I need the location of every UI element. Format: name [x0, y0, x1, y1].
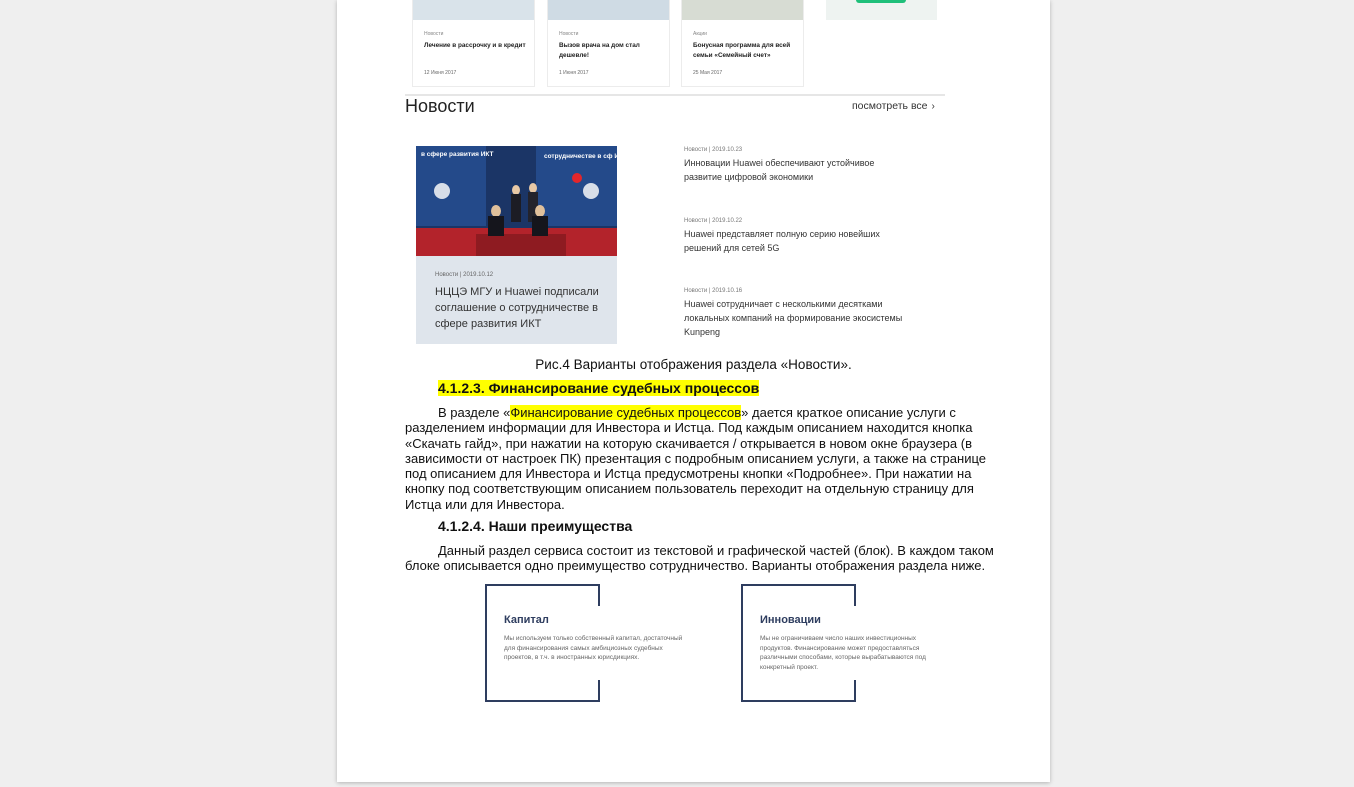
- news-item-headline[interactable]: Инновации Huawei обеспечивают устойчивое развитие цифровой экономики: [684, 158, 875, 182]
- promo-card-image: [413, 0, 534, 20]
- section-paragraph-advantages: [405, 543, 1009, 574]
- news-item-meta: Новости | 2019.10.16: [684, 288, 743, 294]
- news-list-item[interactable]: [684, 146, 924, 184]
- news-featured-card[interactable]: [416, 146, 628, 344]
- news-item-meta: Новости | 2019.10.22: [684, 218, 743, 224]
- featured-banner-text: сотрудничестве в сф ИКТ: [544, 153, 628, 160]
- section-heading-advantages: 4.1.2.4. Наши преимущества: [438, 518, 633, 534]
- news-featured-meta: Новости | 2019.10.12: [435, 272, 494, 278]
- advantage-title: Инновации: [760, 614, 821, 626]
- promo-card-image: [682, 0, 803, 20]
- news-list-item[interactable]: [684, 217, 924, 255]
- promo-card-tag: Акции: [693, 31, 707, 37]
- news-list-item[interactable]: [684, 287, 924, 339]
- news-view-all-link[interactable]: [852, 100, 935, 112]
- advantage-block: [741, 584, 1141, 702]
- advantage-text: Мы не ограничиваем число наших инвестиционных продуктов. Финансирование может предоставляться различными способами, которые вырабатываются под конкретный проект.: [760, 635, 926, 671]
- frame-left: [741, 584, 743, 702]
- news-section-title: Новости: [405, 96, 475, 116]
- news-view-all-label: посмотреть все: [852, 100, 928, 112]
- frame-bottom: [741, 700, 856, 702]
- promo-card-tag: Новости: [559, 31, 579, 37]
- promo-card-date: 25 Мая 2017: [693, 70, 723, 76]
- frame-right-top: [598, 584, 600, 606]
- promo-cta-button[interactable]: [856, 0, 906, 3]
- frame-bottom: [485, 700, 600, 702]
- promo-card[interactable]: [412, 0, 535, 87]
- promo-card-date: 1 Июня 2017: [559, 70, 589, 76]
- promo-card-tag: Новости: [424, 31, 444, 37]
- paragraph-text: В разделе «: [438, 405, 511, 420]
- figure-caption: Рис.4 Варианты отображения раздела «Новости».: [535, 357, 852, 372]
- news-item-headline[interactable]: Huawei сотрудничает с несколькими десятками локальных компаний на формирование экосистемы Kunpeng: [684, 299, 903, 337]
- document-page: [337, 0, 1050, 782]
- news-divider: [405, 94, 945, 96]
- advantage-text: Мы используем только собственный капитал, достаточный для финансирования самых амбициозных судебных проектов, в т.ч. в иностранных юрисдикциях.: [504, 635, 683, 661]
- promo-card-image: [548, 0, 669, 20]
- news-featured-photo: [416, 146, 628, 256]
- promo-card-date: 12 Июня 2017: [424, 70, 457, 76]
- advantage-title: Капитал: [504, 614, 549, 626]
- news-item-meta: Новости | 2019.10.23: [684, 147, 743, 153]
- frame-left: [485, 584, 487, 702]
- frame-top: [485, 584, 600, 586]
- frame-right-top: [854, 584, 856, 606]
- featured-banner-text: в сфере развития ИКТ: [421, 151, 494, 158]
- promo-card-title[interactable]: Вызов врача на дом стал дешевле!: [559, 42, 640, 59]
- heading-highlight: 4.1.2.3. Финансирование судебных процессов: [438, 380, 760, 396]
- frame-right-bottom: [854, 680, 856, 702]
- promo-card-title[interactable]: Лечение в рассрочку и в кредит: [424, 42, 526, 49]
- paragraph-highlight: Финансирование судебных процессов: [510, 405, 742, 420]
- section-paragraph-financing: [405, 405, 1009, 512]
- news-item-headline[interactable]: Huawei представляет полную серию новейших решений для сетей 5G: [684, 229, 880, 253]
- frame-right-bottom: [598, 680, 600, 702]
- paragraph-text: » дается краткое описание услуги с разделением информации для Инвестора и Истца. Под каждым описанием находится кнопка «Скачать гайд», при нажатии на которую скачивается / открывается в новом окне браузера (в зависимости от настроек ПК) презентация с подробным описанием услуги, а также на странице под описанием для Инвестора и Истца предусмотрены кнопки «Подробнее». При нажатии на кнопку под соответствующим описанием пользователь переходит на отдельную страницу для Истца или для Инвестора.: [405, 405, 986, 512]
- promo-card-title[interactable]: Бонусная программа для всей семьи «Семейный счет»: [693, 42, 791, 59]
- chevron-right-icon: ›: [931, 101, 935, 112]
- frame-top: [741, 584, 856, 586]
- promo-card[interactable]: [681, 0, 804, 87]
- promo-card[interactable]: [547, 0, 670, 87]
- news-featured-headline[interactable]: НЦЦЭ МГУ и Huawei подписали соглашение о сотрудничестве в сфере развития ИКТ: [435, 286, 599, 330]
- section-heading-financing: [438, 380, 759, 396]
- paragraph-text: Данный раздел сервиса состоит из текстовой и графической частей (блок). В каждом таком блоке описывается одно преимущество сотрудничество. Варианты отображения раздела ниже.: [405, 543, 994, 574]
- promo-cta-card: [826, 0, 937, 20]
